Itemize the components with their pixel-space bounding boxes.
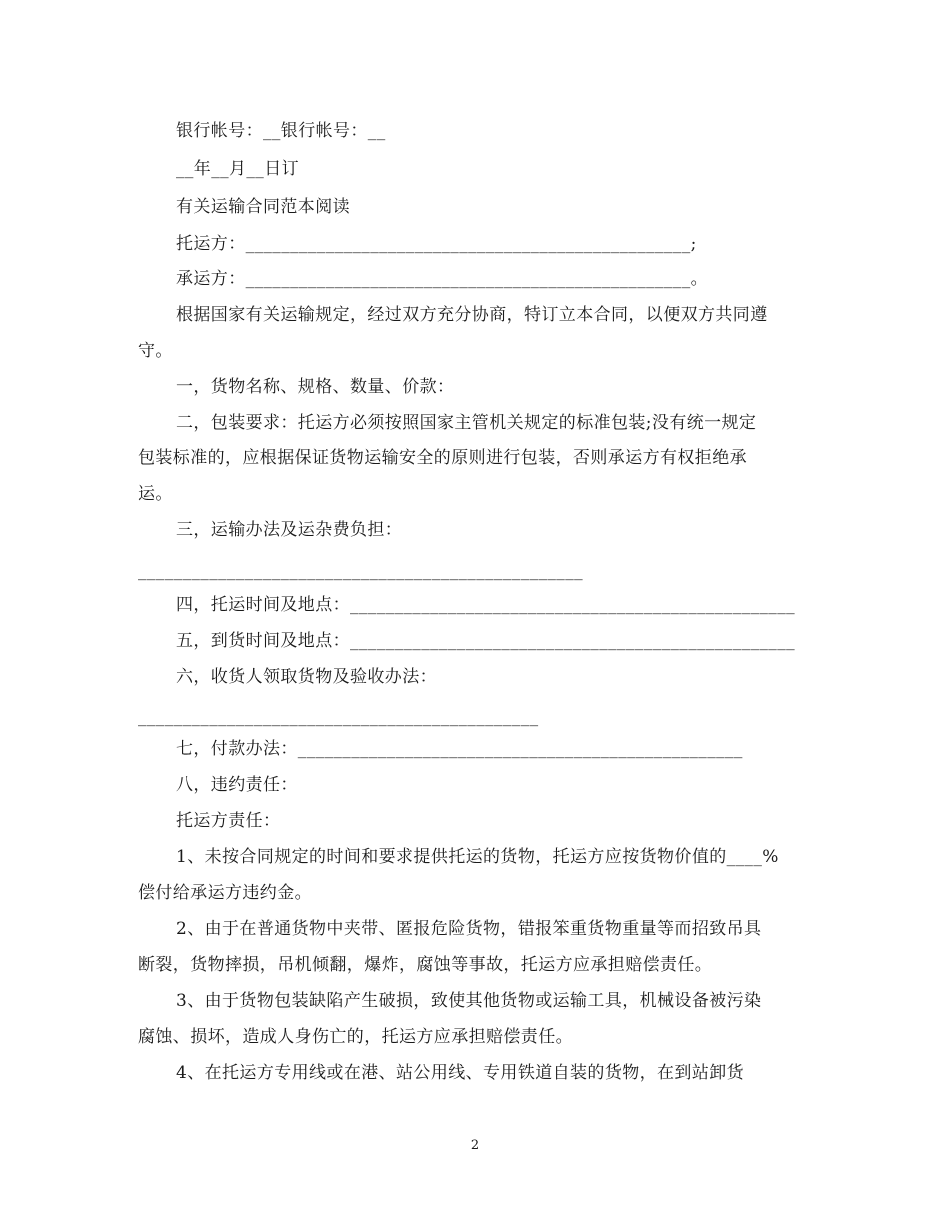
clause-2-line-3: 运。 — [138, 484, 173, 504]
clause-3: 三，运输办法及运杂费负担： — [176, 520, 403, 540]
liability-2-line-1: 2、由于在普通货物中夹带、匿报危险货物，错报笨重货物重量等而招致吊具 — [176, 919, 762, 939]
page-number: 2 — [470, 1138, 480, 1153]
clause-5: 五，到货时间及地点：__________________________________________________ — [176, 631, 795, 651]
shipper-liability-heading: 托运方责任： — [176, 811, 281, 831]
document-title: 有关运输合同范本阅读 — [176, 197, 350, 217]
bank-account-line: 银行帐号：__银行帐号：__ — [176, 121, 386, 141]
liability-1-line-2: 偿付给承运方违约金。 — [138, 883, 312, 903]
clause-6-blank: _____________________________________________ — [138, 707, 539, 727]
clause-4: 四，托运时间及地点：__________________________________________________ — [176, 595, 795, 615]
clause-2-line-2: 包装标准的，应根据保证货物运输安全的原则进行包装，否则承运方有权拒绝承 — [138, 448, 747, 468]
carrier-line: 承运方：__________________________________________________。 — [176, 269, 708, 289]
preamble-line-2: 守。 — [138, 341, 173, 361]
liability-3-line-1: 3、由于货物包装缺陷产生破损，致使其他货物或运输工具，机械设备被污染 — [176, 991, 762, 1011]
clause-3-blank: __________________________________________________ — [138, 561, 583, 581]
clause-1: 一，货物名称、规格、数量、价款： — [176, 377, 455, 397]
liability-2-line-2: 断裂，货物摔损，吊机倾翻，爆炸，腐蚀等事故，托运方应承担赔偿责任。 — [138, 955, 713, 975]
preamble-line-1: 根据国家有关运输规定，经过双方充分协商，特订立本合同，以便双方共同遵 — [176, 305, 768, 325]
clause-2-line-1: 二，包装要求：托运方必须按照国家主管机关规定的标准包装;没有统一规定 — [176, 413, 757, 433]
clause-6: 六，收货人领取货物及验收办法： — [176, 667, 437, 687]
liability-1-line-1: 1、未按合同规定的时间和要求提供托运的货物，托运方应按货物价值的____% — [176, 847, 779, 867]
liability-3-line-2: 腐蚀、损坏，造成人身伤亡的，托运方应承担赔偿责任。 — [138, 1027, 573, 1047]
date-line: __年__月__日订 — [176, 159, 299, 179]
liability-4-line-1: 4、在托运方专用线或在港、站公用线、专用铁道自装的货物，在到站卸货 — [176, 1063, 745, 1083]
shipper-line: 托运方：__________________________________________________; — [176, 234, 697, 254]
clause-7: 七，付款办法：__________________________________________________ — [176, 739, 743, 759]
clause-8: 八，违约责任： — [176, 775, 298, 795]
